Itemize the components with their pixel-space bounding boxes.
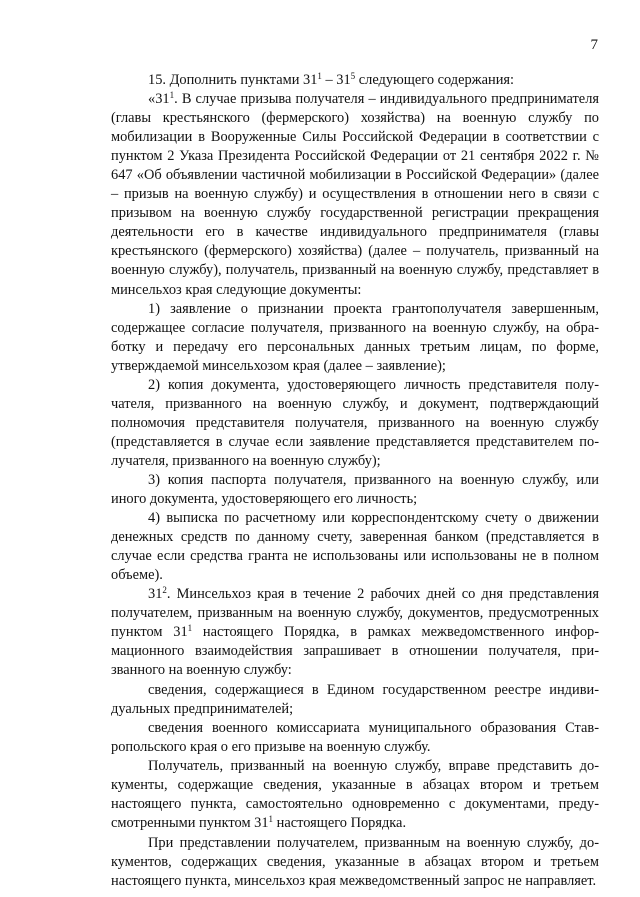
text-run: 15. Дополнить пунктами 31 (148, 72, 318, 88)
superscript: 5 (350, 71, 356, 81)
text-run: настоящего Порядка. (273, 814, 407, 831)
text-run: – 31 (321, 72, 351, 88)
paragraph-item-1 (111, 300, 599, 376)
paragraph-right (111, 757, 599, 833)
superscript: 1 (317, 71, 322, 81)
text-run: 4) выписка по расчетному или корреспондентскому счету о движении денежных средств по данному счету, заверенная банком (представляется в случае если средства гранта не использованы или использованы не в полном объеме). (111, 510, 599, 584)
paragraph-info-2 (111, 719, 599, 757)
paragraph-final (111, 834, 599, 891)
paragraph-p15 (111, 71, 599, 90)
text-run: 31 (148, 586, 163, 603)
paragraph-item-3 (111, 471, 599, 509)
text-run: 1) заявление о признании проекта грантополучателя завершенным, содержащее согласие получателя, призванного на военную службу, на обработку и передачу его персональных данных третьим лицам, по форме, утверждаемой минсельхозом края (далее – заявление); (111, 300, 599, 374)
document-body (111, 71, 599, 891)
text-run: «31 (148, 91, 170, 108)
paragraph-item-4 (111, 509, 599, 585)
text-run: настоящего Порядка, в рамках межведомственного информационного взаимодействия запрашивает в отношении получателя, призванного на военную службу: (111, 624, 600, 679)
text-run: 3) копия паспорта получателя, призванного на военную службу, или иного документа, удостоверяющего его личность; (111, 471, 599, 508)
superscript: 1 (169, 90, 175, 101)
text-run: 2) копия документа, удостоверяющего личность представителя получателя, призванного на военную службу, и документ, подтверждающий полномочия представителя получателя, призванного на военную службу (представляется в случае если заявление представляется представителем получателя, призванного на военную службу); (111, 376, 599, 469)
paragraph-p31-2 (111, 585, 599, 680)
paragraph-info-1 (111, 681, 599, 719)
text-run: сведения, содержащиеся в Едином государственном реестре индивидуальных предпринимателей; (111, 681, 599, 717)
page-number: 7 (590, 37, 598, 53)
paragraph-p31-1 (111, 90, 599, 300)
superscript: 1 (187, 623, 193, 634)
text-run: следующего содержания: (355, 72, 515, 88)
superscript: 1 (268, 813, 274, 824)
text-run: . Минсельхоз края в течение 2 рабочих дней со дня представления получателем, призванным на военную службу, документов, предусмотренных пунктом 31 (111, 586, 599, 641)
text-run: сведения военного комиссариата муниципального образования Ставропольского края о его призыве на военную службу. (111, 719, 599, 755)
text-run: При представлении получателем, призванным на военную службу, документов, содержащих сведения, указанные в абзацах втором и третьем настоящего пункта, минсельхоз края межведомственный запрос не направляет. (111, 834, 599, 889)
text-run: Получатель, призванный на военную службу, вправе представить документы, содержащие сведения, указанные в абзацах втором и третьем настоящего пункта, самостоятельно одновременно с документами, предусмотренными пунктом 31 (111, 757, 599, 831)
text-run: . В случае призыва получателя – индивидуального предпринимателя (главы крестьянского (фермерского) хозяйства) на военную службу по мобилизации в Вооруженные Силы Российской Федерации в соответствии с пунктом 2 Указа Президента Российской Федерации от 21 сентября 2022 г. № 647 «Об объявлении частичной мобилизации в Российской Федерации» (далее – призыв на военную службу) и осуществления в отношении него в связи с призывом на военную службу государственной регистрации прекращения деятельности его в качестве индивидуального предпринимателя (главы крестьянского (фермерского) хозяйства) (далее – получатель, призванный на военную службу), получатель, призванный на военную службу, представляет в минсельхоз края следующие документы: (111, 91, 599, 298)
paragraph-item-2 (111, 376, 599, 471)
superscript: 2 (162, 585, 167, 596)
